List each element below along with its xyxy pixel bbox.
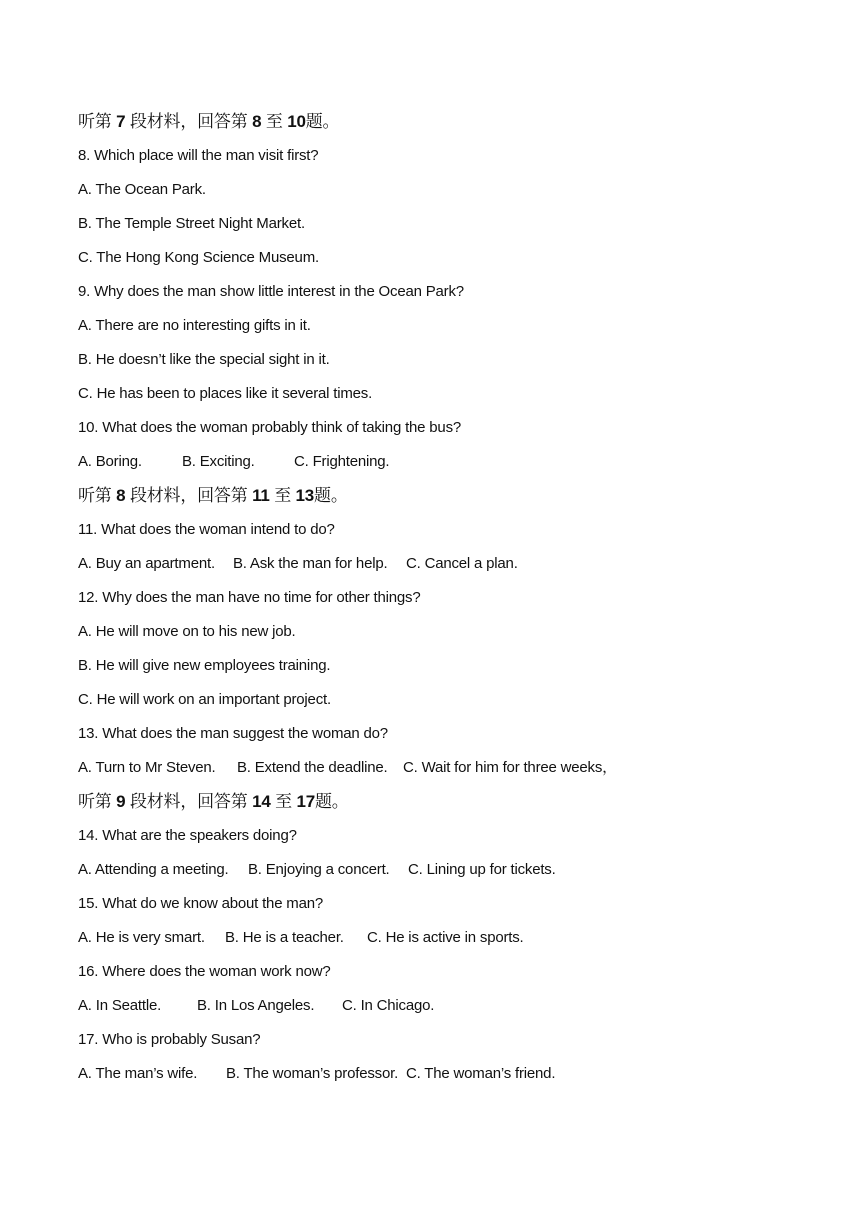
option-c: C. The Hong Kong Science Museum. xyxy=(78,249,319,266)
option-a: A. He will move on to his new job. xyxy=(78,623,296,640)
question-text: 9. Why does the man show little interest in the Ocean Park? xyxy=(78,283,464,300)
option-c: C. Lining up for tickets. xyxy=(408,861,556,878)
option-a: A. He is very smart. xyxy=(78,929,205,946)
options-row xyxy=(78,1062,838,1096)
option-b: B. Exciting. xyxy=(182,453,255,470)
question-text: 17. Who is probably Susan? xyxy=(78,1031,261,1048)
section-heading: 听第 9 段材料，回答第 14 至 17题。 xyxy=(78,792,349,811)
option-a: A. Turn to Mr Steven. xyxy=(78,759,216,776)
option-c: C. He will work on an important project. xyxy=(78,691,331,708)
exam-page xyxy=(78,110,838,1096)
option-b: B. He is a teacher. xyxy=(225,929,344,946)
question-text: 15. What do we know about the man? xyxy=(78,895,324,912)
question-text: 12. Why does the man have no time for other things? xyxy=(78,589,421,606)
section-heading: 听第 7 段材料，回答第 8 至 10题。 xyxy=(78,112,340,131)
options-row xyxy=(78,450,838,484)
options-row xyxy=(78,994,838,1028)
option-b: B. In Los Angeles. xyxy=(197,997,315,1014)
option-b: B. Ask the man for help. xyxy=(233,555,388,572)
option-a: A. Buy an apartment. xyxy=(78,555,215,572)
options-row xyxy=(78,858,838,892)
option-b: B. Extend the deadline. xyxy=(237,759,388,776)
option-c: C. Wait for him for three weeks， xyxy=(403,759,617,776)
option-b: B. Enjoying a concert. xyxy=(248,861,390,878)
option-a: A. Boring. xyxy=(78,453,142,470)
option-a: A. In Seattle. xyxy=(78,997,162,1014)
options-row xyxy=(78,552,838,586)
option-c: C. Frightening. xyxy=(294,453,390,470)
option-c: C. In Chicago. xyxy=(342,997,435,1014)
option-b: B. He will give new employees training. xyxy=(78,657,331,674)
option-a: A. The Ocean Park. xyxy=(78,181,206,198)
option-b: B. The woman’s professor. xyxy=(226,1065,399,1082)
section-heading: 听第 8 段材料，回答第 11 至 13题。 xyxy=(78,486,348,505)
option-c: C. He has been to places like it several times. xyxy=(78,385,373,402)
option-a: A. The man’s wife. xyxy=(78,1065,198,1082)
option-b: B. The Temple Street Night Market. xyxy=(78,215,305,232)
question-text: 16. Where does the woman work now? xyxy=(78,963,331,980)
question-text: 11. What does the woman intend to do? xyxy=(78,521,335,538)
question-text: 14. What are the speakers doing? xyxy=(78,827,297,844)
option-c: C. Cancel a plan. xyxy=(406,555,518,572)
options-row xyxy=(78,756,838,790)
option-a: A. There are no interesting gifts in it. xyxy=(78,317,311,334)
option-a: A. Attending a meeting. xyxy=(78,861,229,878)
question-text: 13. What does the man suggest the woman do? xyxy=(78,725,388,742)
option-b: B. He doesn’t like the special sight in it. xyxy=(78,351,330,368)
options-row xyxy=(78,926,838,960)
question-text: 10. What does the woman probably think of taking the bus? xyxy=(78,419,462,436)
option-c: C. He is active in sports. xyxy=(367,929,524,946)
option-c: C. The woman’s friend. xyxy=(406,1065,556,1082)
question-text: 8. Which place will the man visit first? xyxy=(78,147,319,164)
